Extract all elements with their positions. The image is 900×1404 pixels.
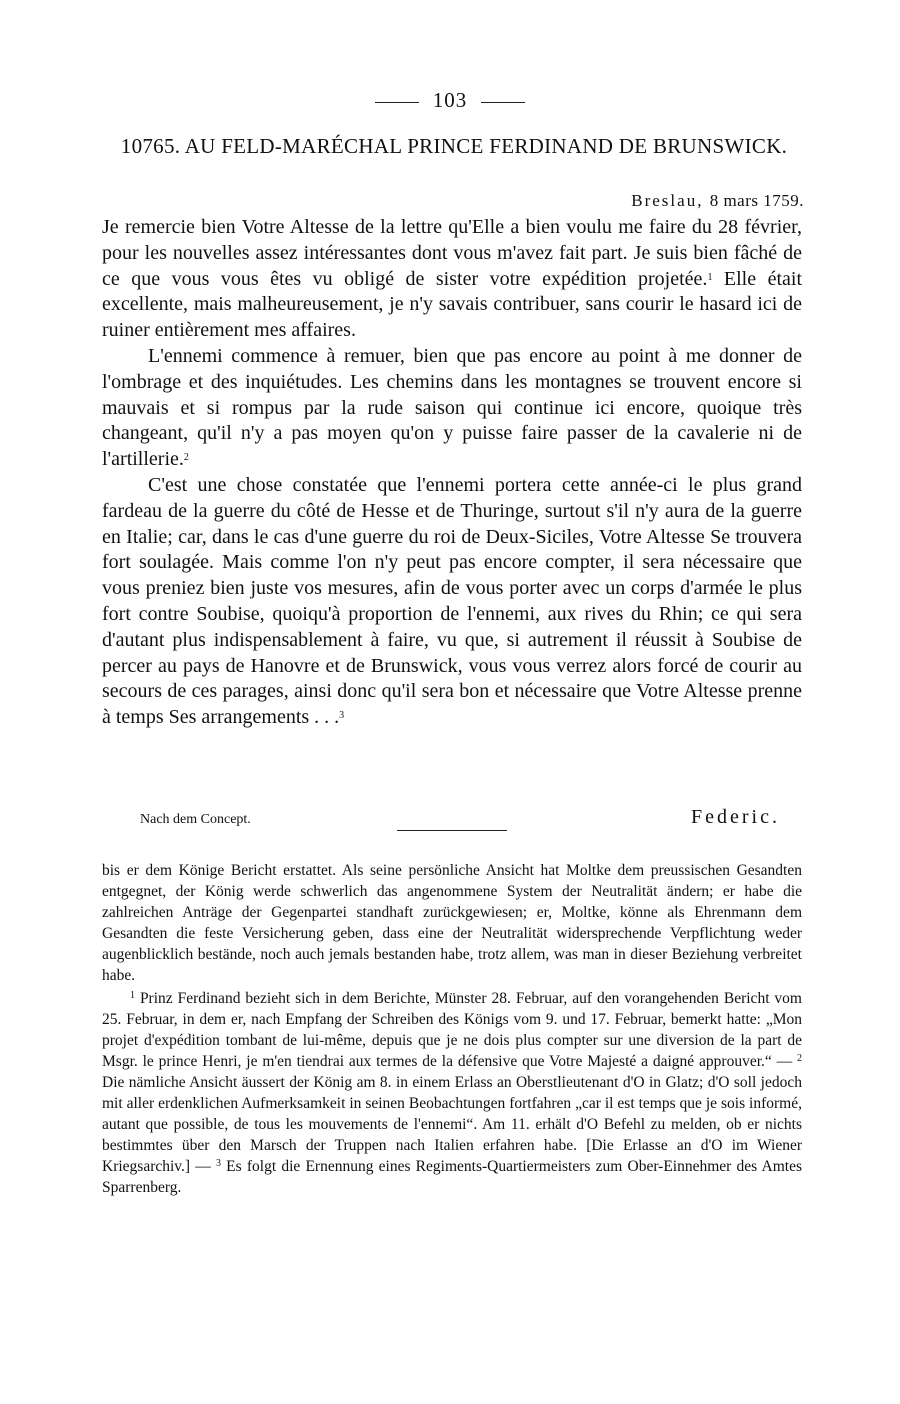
letter-paragraph: Je remercie bien Votre Altesse de la lettre qu'Elle a bien voulu me faire du 28 février, pour les nouvelles assez intéressantes dont vous m'avez fait part. Je suis bien fâché de ce que vous vous êtes vu obligé de sister votre expédition projetée.$^1$ Elle était excellente, mais malheureusement, je n'y savais contribuer, sans courir le hasard ici de ruiner entièrement mes affaires. [102,216,803,342]
letter-paragraph: L'ennemi commence à remuer, bien que pas encore au point à me donner de l'ombrage et des inquiétudes. Les chemins dans les montagnes se trouvent encore si mauvais et si rompus par la rude saison qui continue ici encore, quoique très changeant, qu'il n'y a pas moyen qu'on y puisse faire passer de la cavalerie ni de l'artillerie.$^2$ [102,344,802,471]
footnote-block [102,988,802,1198]
letter-heading: 10765. AU FELD-MARÉCHAL PRINCE FERDINAND DE BRUNSWICK. [120,134,788,158]
letter-closing [140,806,780,832]
signature: Federic. [691,806,780,828]
footnote-text: Die nämliche Ansicht äussert der König am 8. in einem Erlass an Oberstlieutenant d'O in Glatz; d'O soll jedoch mit aller erdenklichen Aufmerksamkeit in seinen Beobachtungen fortfahren „car il est temps que je sois informé, autant que possible, de tous les mouvements de l'ennemi“. Am 11. erhält d'O Befehl zu melden, ob er nichts bestimmtes über den Marsch der Truppen nach Italien erfahren habe. [Die Erlasse an d'O im Wiener Kriegsarchiv.] — [102,1074,802,1175]
footnote-ref: 1 [707,271,713,283]
page-number-rule-right [481,102,525,103]
page-number-rule-left [375,102,419,103]
letter-date: 8 mars 1759. [709,191,804,210]
footnote-continuation: bis er dem Könige Bericht erstattet. Als seine persönliche Ansicht hat Moltke dem preussischen Gesandten entgegnet, der König werde schwerlich das angenommene System der Neutralität ändern; er habe die zahlreichen Anträge der Gegenpartei standhaft zurückgewiesen; er, Moltke, könne als Ehrenmann dem Gesandten die feste Versicherung geben, dass eine der Neutralität widersprechende Verpflichtung weder augenblicklich bestände, noch auch jemals bestanden habe, trotz allem, was man in dieser Beziehung verbreitet habe. [102,862,802,984]
letter-body [102,215,802,731]
footnotes [102,860,802,1198]
footnote-ref: 3 [339,710,345,722]
letter-place: Breslau, [631,191,704,210]
letter-place-date [631,191,804,211]
page-number-text: 103 [432,88,468,112]
footnote-text: Prinz Ferdinand bezieht sich in dem Berichte, Münster 28. Februar, auf den vorangehenden Bericht vom 25. Februar, in dem er, nach Empfang der Schreiben des Königs vom 9. und 17. Februar, bemerkt hatte: „Mon projet d'expédition tombant de lui-même, depuis que je ne dois plus compter sur une diversion de la part de Msgr. le prince Henri, je m'en tiendrai aux termes de la défensive que Votre Majesté a daigné approuver.“ — [102,990,802,1070]
letter-paragraph: C'est une chose constatée que l'ennemi portera cette année-ci le plus grand fardeau de la guerre du côté de Hesse et de Thuringe, surtout s'il n'y aura de la guerre en Italie; car, dans le cas d'une guerre du roi de Deux-Siciles, Votre Altesse Se trouvera fort soulagée. Mais comme l'on n'y peut pas encore compter, il sera nécessaire que vous preniez bien juste vos mesures, afin de vous porter avec un corps d'armée le plus fort contre Soubise, quoiqu'à proportion de l'ennemi, aux rives du Rhin; ce qui sera d'autant plus indispensablement à faire, vu que, si autrement il réussit à Soubise de percer au pays de Hanovre et de Brunswick, vous vous verrez alors forcé de courir au secours de ces parages, ainsi donc qu'il sera bon et nécessaire que Votre Altesse prenne à temps Ses arrangements . . .$^3$ [102,473,802,729]
footnote-ref: 2 [183,452,189,464]
footnote-text: Es folgt die Ernennung eines Regiments-Quartiermeisters zum Ober-Einnehmer des Amtes Sparrenberg. [102,1158,802,1196]
footnote-number: 2 [797,1053,802,1064]
footnote-number: 1 [130,990,135,1001]
page-number [0,88,900,113]
source-note: Nach dem Concept. [140,812,251,827]
footnote-number: 3 [215,1158,221,1169]
footnote-separator [397,830,507,831]
